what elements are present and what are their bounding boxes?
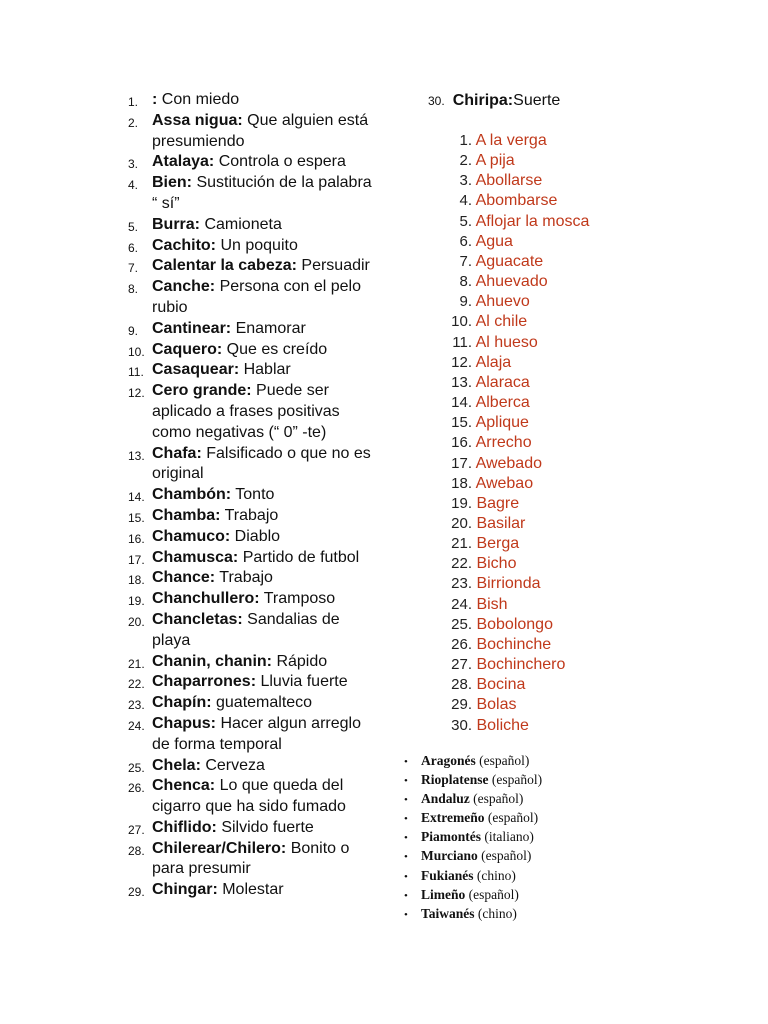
bullet-icon: • xyxy=(404,756,408,768)
slang-word-item xyxy=(440,272,660,292)
entry-definition: Que es creído xyxy=(222,340,328,358)
glossary-entry xyxy=(118,714,378,756)
glossary-entry xyxy=(118,548,378,569)
entry-term: Casaquear: xyxy=(152,361,240,379)
slang-word: A pija xyxy=(475,152,515,170)
entry-definition: Hablar xyxy=(239,361,291,379)
entry-definition: Enamorar xyxy=(231,319,306,337)
entry-term: Chiflido: xyxy=(152,818,217,836)
slang-word: Agua xyxy=(475,232,513,250)
dialect-name: Fukianés xyxy=(421,867,474,883)
dialect-language: (español) xyxy=(477,848,532,864)
slang-word: Awebado xyxy=(475,454,542,472)
slang-word-number: 25. xyxy=(451,615,472,633)
glossary-entry xyxy=(118,880,378,901)
bullet-icon: • xyxy=(404,775,408,788)
slang-word-item xyxy=(440,393,660,413)
slang-word: Al chile xyxy=(475,313,528,331)
entry-definition: Con miedo xyxy=(157,91,240,108)
slang-word-number: 4. xyxy=(459,192,472,210)
slang-word-number: 9. xyxy=(459,293,472,311)
glossary-entry xyxy=(118,236,378,257)
slang-word-item xyxy=(440,232,660,252)
entry-number: 15. xyxy=(128,510,145,525)
glossary-entry xyxy=(118,360,378,381)
glossary-entry-30 xyxy=(428,90,560,112)
slang-word-item xyxy=(440,333,660,353)
slang-word-number: 26. xyxy=(451,635,472,653)
slang-word-item xyxy=(440,353,660,373)
dialect-list xyxy=(404,751,542,923)
glossary-entry xyxy=(118,111,378,153)
entry-term: Atalaya: xyxy=(152,153,215,171)
slang-word-item xyxy=(440,574,660,594)
entry-definition: Lo que queda del cigarro que ha sido fumado xyxy=(152,777,346,816)
slang-word: Alberca xyxy=(475,394,530,412)
slang-word-number: 21. xyxy=(451,535,472,553)
entry-definition: Bonito o para presumir xyxy=(152,839,350,878)
slang-word-item xyxy=(440,494,660,514)
entry-term: Calentar la cabeza: xyxy=(152,257,297,275)
slang-word-item xyxy=(440,413,660,433)
slang-word-item xyxy=(440,131,660,151)
entry-definition: Rápido xyxy=(272,652,328,670)
entry-number: 19. xyxy=(128,594,145,609)
entry-term: Chamusca: xyxy=(152,548,239,566)
dialect-item xyxy=(404,846,542,865)
slang-word-item xyxy=(440,433,660,453)
slang-word-item xyxy=(440,534,660,554)
entry-number: 1. xyxy=(128,95,139,109)
entry-number: 2. xyxy=(128,115,139,130)
slang-word: Al hueso xyxy=(475,333,538,351)
glossary-entry xyxy=(118,215,378,236)
slang-word-number: 8. xyxy=(459,273,472,291)
dialect-name: Andaluz xyxy=(421,791,470,807)
entry-number: 24. xyxy=(128,718,145,733)
entry-term: Bien: xyxy=(152,174,192,192)
entry-number: 8. xyxy=(128,282,139,297)
slang-word-number: 23. xyxy=(451,575,472,593)
slang-word: Ahuevo xyxy=(475,293,530,311)
slang-word-number: 17. xyxy=(451,454,472,472)
slang-word-item xyxy=(440,312,660,332)
slang-word: Aflojar la mosca xyxy=(475,212,590,230)
slang-word-item xyxy=(440,474,660,494)
slang-word-number: 7. xyxy=(459,252,472,270)
entry-number: 9. xyxy=(128,323,139,338)
slang-word-number: 11. xyxy=(452,333,472,351)
slang-word-number: 19. xyxy=(451,494,472,512)
dialect-language: (chino) xyxy=(473,867,516,883)
slang-word-item xyxy=(440,655,660,675)
entry-number: 7. xyxy=(128,261,139,276)
entry-number: 3. xyxy=(128,157,139,172)
slang-word-number: 2. xyxy=(459,152,472,170)
slang-word-number: 5. xyxy=(459,212,472,230)
slang-word: Bocina xyxy=(476,676,526,694)
slang-word: Bagre xyxy=(476,494,520,512)
slang-word: Abollarse xyxy=(475,172,543,190)
glossary-entry xyxy=(118,693,378,714)
entry-term: Chance: xyxy=(152,569,216,587)
dialect-item xyxy=(404,904,542,923)
slang-word-item xyxy=(440,151,660,171)
slang-word-number: 18. xyxy=(451,474,472,492)
slang-word-number: 28. xyxy=(451,676,472,694)
entry-term: Chiripa: xyxy=(452,92,514,109)
entry-number: 6. xyxy=(128,240,139,255)
entry-number: 30. xyxy=(428,94,445,108)
entry-term: Chapín: xyxy=(152,694,212,712)
entry-number: 11. xyxy=(128,365,144,380)
entry-number: 12. xyxy=(128,386,145,401)
slang-word-number: 12. xyxy=(451,353,472,371)
slang-word: Bochinche xyxy=(476,635,552,653)
slang-word: Awebao xyxy=(475,474,534,492)
entry-definition: Tonto xyxy=(231,486,275,504)
entry-definition: Puede ser aplicado a frases positivas como negativas (“ 0” -te) xyxy=(152,382,340,441)
glossary-entry xyxy=(118,485,378,506)
entry-number: 27. xyxy=(128,822,145,837)
glossary-entry xyxy=(118,652,378,673)
slang-word-list xyxy=(440,131,660,736)
slang-word-number: 14. xyxy=(451,394,472,412)
slang-word-item xyxy=(440,212,660,232)
entry-definition: Que alguien está presumiendo xyxy=(152,111,369,150)
slang-word-item xyxy=(440,514,660,534)
entry-number: 4. xyxy=(128,178,139,193)
slang-word: Aplique xyxy=(475,414,529,432)
dialect-item xyxy=(404,885,542,904)
glossary-entry xyxy=(118,173,378,215)
dialect-language: (chino) xyxy=(474,905,517,921)
bullet-icon: • xyxy=(404,832,408,845)
dialect-name: Limeño xyxy=(421,886,466,902)
slang-word-item xyxy=(440,373,660,393)
entry-term: Chamuco: xyxy=(152,527,231,545)
entry-number: 22. xyxy=(128,677,145,692)
bullet-icon: • xyxy=(404,870,408,883)
slang-word-number: 20. xyxy=(451,514,472,532)
entry-definition: Diablo xyxy=(230,527,281,545)
entry-number: 16. xyxy=(128,531,145,546)
slang-word: Arrecho xyxy=(475,434,532,452)
slang-word: Bobolongo xyxy=(476,615,553,633)
slang-word-item xyxy=(440,635,660,655)
slang-word-number: 1. xyxy=(459,132,472,149)
entry-term: Chamba: xyxy=(152,506,221,524)
slang-word: Bolas xyxy=(476,696,517,714)
slang-word: A la verga xyxy=(475,132,547,149)
entry-term: Chapus: xyxy=(152,714,216,732)
dialect-language: (español) xyxy=(475,753,530,768)
slang-word-item xyxy=(440,615,660,635)
entry-definition: Controla o espera xyxy=(214,153,346,171)
entry-term: Canche: xyxy=(152,278,216,296)
slang-word-number: 22. xyxy=(451,555,472,573)
dialect-name: Piamontés xyxy=(421,829,481,845)
slang-word: Bicho xyxy=(476,555,517,573)
entry-term: Cero grande: xyxy=(152,382,252,400)
slang-word-item xyxy=(440,554,660,574)
entry-definition: Suerte xyxy=(513,92,561,109)
entry-number: 17. xyxy=(128,552,145,567)
entry-number: 14. xyxy=(128,490,145,505)
dialect-language: (español) xyxy=(484,810,539,826)
slang-word-item xyxy=(440,292,660,312)
entry-definition: Falsificado o que no es original xyxy=(152,444,371,483)
slang-word-item xyxy=(440,595,660,615)
glossary-entry xyxy=(118,277,378,319)
entry-number: 28. xyxy=(128,843,145,858)
slang-word-number: 6. xyxy=(459,232,472,250)
dialect-language: (español) xyxy=(465,886,519,902)
slang-word-number: 3. xyxy=(459,172,472,190)
dialect-name: Extremeño xyxy=(421,810,485,826)
slang-word: Alaraca xyxy=(475,373,530,391)
entry-number: 29. xyxy=(128,885,145,900)
entry-definition: Molestar xyxy=(217,881,284,899)
dialect-language: (español) xyxy=(488,772,543,788)
entry-term: Chela: xyxy=(152,756,201,774)
slang-word: Bish xyxy=(476,595,508,613)
entry-definition: Partido de futbol xyxy=(238,548,360,566)
bullet-icon: • xyxy=(404,908,408,921)
entry-definition: Silvido fuerte xyxy=(216,818,314,836)
dialect-name: Rioplatense xyxy=(421,772,489,788)
entry-number: 21. xyxy=(128,656,145,671)
entry-number: 5. xyxy=(128,219,139,234)
entry-term: Chambón: xyxy=(152,486,232,504)
glossary-entry xyxy=(118,152,378,173)
glossary-entry xyxy=(118,319,378,340)
glossary-entry xyxy=(118,839,378,881)
slang-word-item xyxy=(440,171,660,191)
glossary-entry xyxy=(118,90,378,111)
entry-definition: Sandalias de playa xyxy=(152,610,340,649)
entry-term: Caquero: xyxy=(152,340,223,358)
glossary-entry xyxy=(118,444,378,486)
slang-word-number: 24. xyxy=(451,595,472,613)
entry-term: Assa nigua: xyxy=(152,111,243,129)
dialect-item xyxy=(404,808,542,827)
entry-term: Chafa: xyxy=(152,444,202,462)
dialect-language: (español) xyxy=(469,791,524,807)
slang-word-item xyxy=(440,191,660,211)
entry-definition: Hacer algun arreglo de forma temporal xyxy=(152,714,361,753)
slang-word: Birrionda xyxy=(476,575,541,593)
dialect-name: Murciano xyxy=(421,848,478,864)
entry-term: : xyxy=(152,91,158,108)
slang-word: Bochinchero xyxy=(476,656,566,674)
slang-word-number: 13. xyxy=(451,373,472,391)
slang-word-item xyxy=(440,716,660,736)
glossary-entry xyxy=(118,589,378,610)
entry-term: Chingar: xyxy=(152,881,218,899)
slang-word: Boliche xyxy=(476,716,529,734)
entry-definition: Un poquito xyxy=(216,236,298,254)
entry-term: Chanin, chanin: xyxy=(152,652,272,670)
entry-term: Cantinear: xyxy=(152,319,232,337)
entry-term: Chancletas: xyxy=(152,610,243,628)
slang-word-item xyxy=(440,695,660,715)
dialect-item xyxy=(404,770,542,789)
dialect-item xyxy=(404,751,542,770)
entry-number: 13. xyxy=(128,448,145,463)
bullet-icon: • xyxy=(404,889,408,902)
glossary-entry xyxy=(118,756,378,777)
slang-word-number: 10. xyxy=(451,313,472,331)
glossary-entry xyxy=(118,776,378,818)
entry-term: Chanchullero: xyxy=(152,590,260,608)
glossary-entry xyxy=(118,340,378,361)
entry-term: Chenca: xyxy=(152,777,216,795)
entry-term: Chilerear/Chilero: xyxy=(152,839,287,857)
glossary-entry xyxy=(118,256,378,277)
dialect-name: Taiwanés xyxy=(421,905,475,921)
slang-word-number: 15. xyxy=(451,414,472,432)
entry-number: 10. xyxy=(128,344,145,359)
entry-term: Cachito: xyxy=(152,236,216,254)
dialect-item xyxy=(404,789,542,808)
slang-word: Abombarse xyxy=(475,192,558,210)
entry-definition: Lluvia fuerte xyxy=(256,673,348,691)
entry-number: 23. xyxy=(128,698,145,713)
glossary-entry xyxy=(118,527,378,548)
entry-definition: Persuadir xyxy=(296,257,370,275)
slang-word: Aguacate xyxy=(475,252,544,270)
entry-term: Burra: xyxy=(152,215,201,233)
slang-word-item xyxy=(440,675,660,695)
entry-definition: Camioneta xyxy=(200,215,282,233)
slang-word-number: 30. xyxy=(451,716,472,734)
entry-definition: Tramposo xyxy=(259,590,336,608)
slang-word-item xyxy=(440,454,660,474)
entry-number: 26. xyxy=(128,781,145,796)
entry-definition: Trabajo xyxy=(215,569,273,587)
slang-word-item xyxy=(440,252,660,272)
slang-word: Berga xyxy=(476,535,520,553)
slang-word-number: 16. xyxy=(451,434,472,452)
dialect-item xyxy=(404,866,542,885)
glossary-entry xyxy=(118,381,378,443)
glossary-list xyxy=(118,90,378,901)
glossary-entry xyxy=(118,610,378,652)
entry-number: 25. xyxy=(128,760,145,775)
bullet-icon: • xyxy=(404,851,408,864)
glossary-entry xyxy=(118,818,378,839)
glossary-entry xyxy=(118,506,378,527)
entry-term: Chaparrones: xyxy=(152,673,257,691)
slang-word: Basilar xyxy=(476,514,526,532)
dialect-item xyxy=(404,827,542,846)
slang-word: Alaja xyxy=(475,353,512,371)
dialect-name: Aragonés xyxy=(421,753,476,768)
entry-definition: Trabajo xyxy=(220,506,279,524)
slang-word-number: 27. xyxy=(451,656,472,674)
entry-number: 18. xyxy=(128,573,145,588)
entry-definition: Sustitución de la palabra “ sí” xyxy=(152,174,372,212)
bullet-icon: • xyxy=(404,813,408,826)
slang-word: Ahuevado xyxy=(475,273,548,291)
glossary-entry xyxy=(118,672,378,693)
glossary-entry xyxy=(118,568,378,589)
entry-definition: guatemalteco xyxy=(211,694,313,712)
dialect-language: (italiano) xyxy=(481,829,534,845)
entry-number: 20. xyxy=(128,614,145,629)
entry-definition: Persona con el pelo rubio xyxy=(152,278,361,316)
slang-word-number: 29. xyxy=(451,696,472,714)
bullet-icon: • xyxy=(404,794,408,807)
entry-definition: Cerveza xyxy=(200,756,265,774)
